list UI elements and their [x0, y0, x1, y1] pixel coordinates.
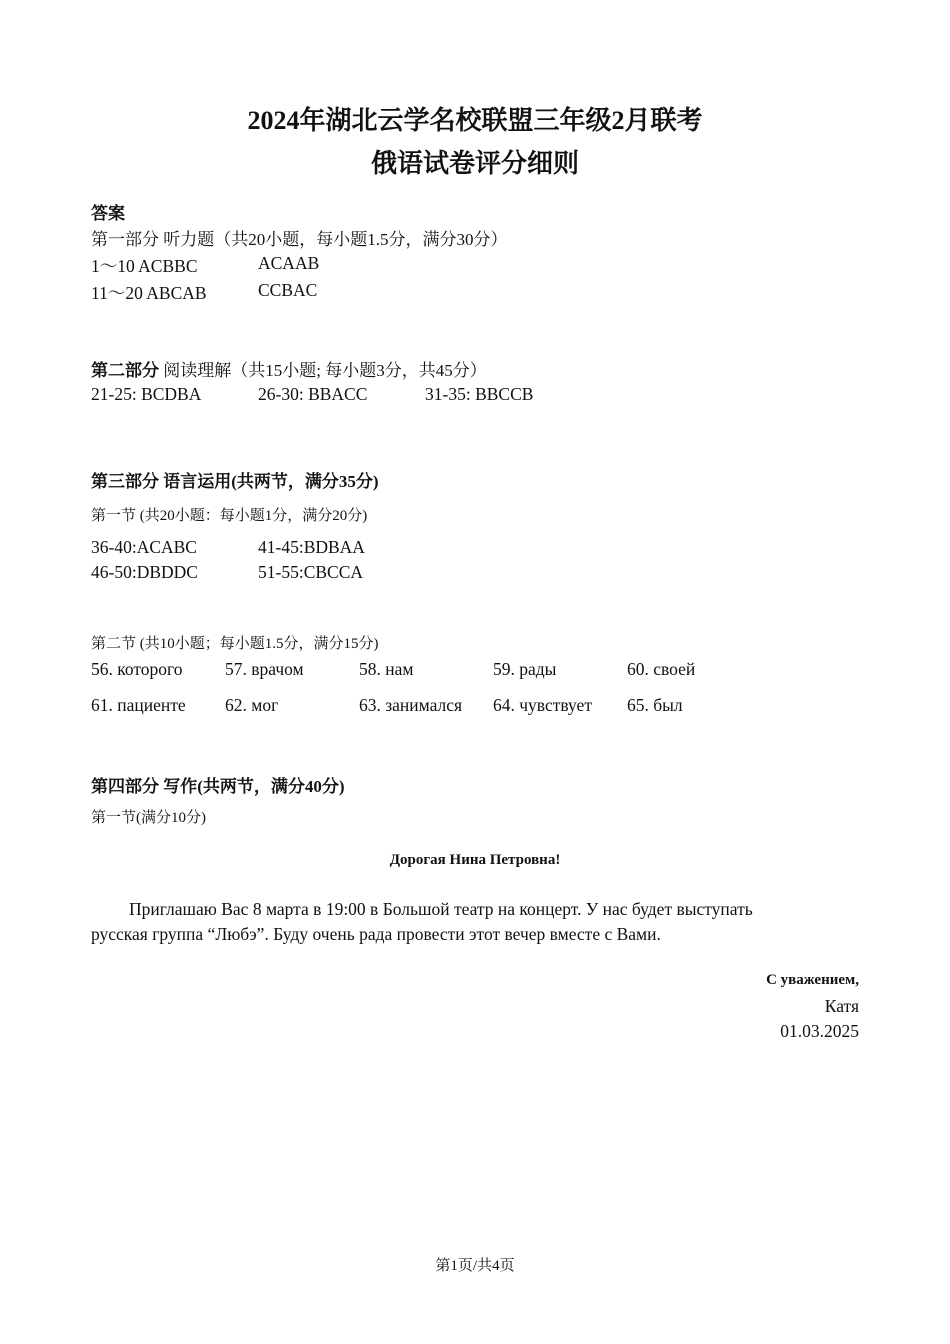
part3-word-answer: 65. был	[627, 695, 683, 715]
part3-heading: 第三部分 语言运用(共两节，满分35分)	[91, 472, 379, 491]
letter-closing: С уважением,	[766, 972, 859, 988]
letter-body-line: Приглашаю Вас 8 марта в 19:00 в Большой театр на концерт. У нас будет выступать	[129, 899, 753, 919]
part1-heading: 第一部分 听力题（共20小题，每小题1.5分，满分30分）	[91, 230, 508, 249]
part4-heading: 第四部分 写作(共两节，满分40分)	[91, 777, 345, 796]
letter-date: 01.03.2025	[780, 1021, 859, 1041]
part3-word-answer: 58. нам	[359, 659, 414, 679]
page-footer: 第1页/共4页	[435, 1258, 515, 1274]
letter-signature: Катя	[824, 996, 859, 1016]
part3-answer: 36-40:ACABC	[91, 537, 197, 557]
letter-greeting: Дорогая Нина Петровна!	[389, 852, 561, 868]
part1-answer: 1～10 ACBBC	[91, 256, 198, 276]
part3-section2-heading: 第二节 (共10小题；每小题1.5分，满分15分)	[91, 636, 379, 652]
part3-section1-heading: 第一节 (共20小题：每小题1分，满分20分)	[91, 508, 368, 524]
page-subtitle: 俄语试卷评分细则	[370, 149, 579, 178]
part2-heading-label: 第二部分	[91, 361, 159, 380]
part4-section1-heading: 第一节(满分10分)	[91, 810, 206, 826]
part1-answer: 11～20 ABCAB	[91, 283, 207, 303]
part2-heading-detail: 阅读理解（共15小题; 每小题3分，共45分）	[159, 361, 487, 380]
part3-word-answer: 63. занимался	[359, 695, 463, 715]
part3-answer: 41-45:BDBAA	[258, 537, 365, 557]
part2-heading	[91, 356, 487, 381]
part2-answer: 26-30: BBACC	[258, 384, 368, 404]
part2-answer: 21-25: BCDBA	[91, 384, 202, 404]
part3-word-answer: 64. чувствует	[493, 695, 592, 715]
part3-word-answer: 57. врачом	[225, 659, 304, 679]
part1-answer: ACAAB	[258, 253, 320, 273]
part2-answer: 31-35: BBCCB	[425, 384, 534, 404]
part3-word-answer: 56. которого	[91, 659, 183, 679]
part3-answer: 46-50:DBDDC	[91, 562, 198, 582]
part3-word-answer: 59. рады	[493, 659, 557, 679]
answers-heading: 答案	[91, 204, 125, 223]
part1-answer: CCBAC	[258, 280, 318, 300]
part3-word-answer: 60. своей	[627, 659, 696, 679]
page-title: 2024年湖北云学名校联盟三年级2月联考	[247, 106, 703, 135]
letter-body-line: русская группа “Любэ”. Буду очень рада провести этот вечер вместе с Вами.	[91, 924, 661, 944]
part3-word-answer: 62. мог	[225, 695, 279, 715]
part3-answer: 51-55:CBCCA	[258, 562, 364, 582]
part3-word-answer: 61. пациенте	[91, 695, 186, 715]
